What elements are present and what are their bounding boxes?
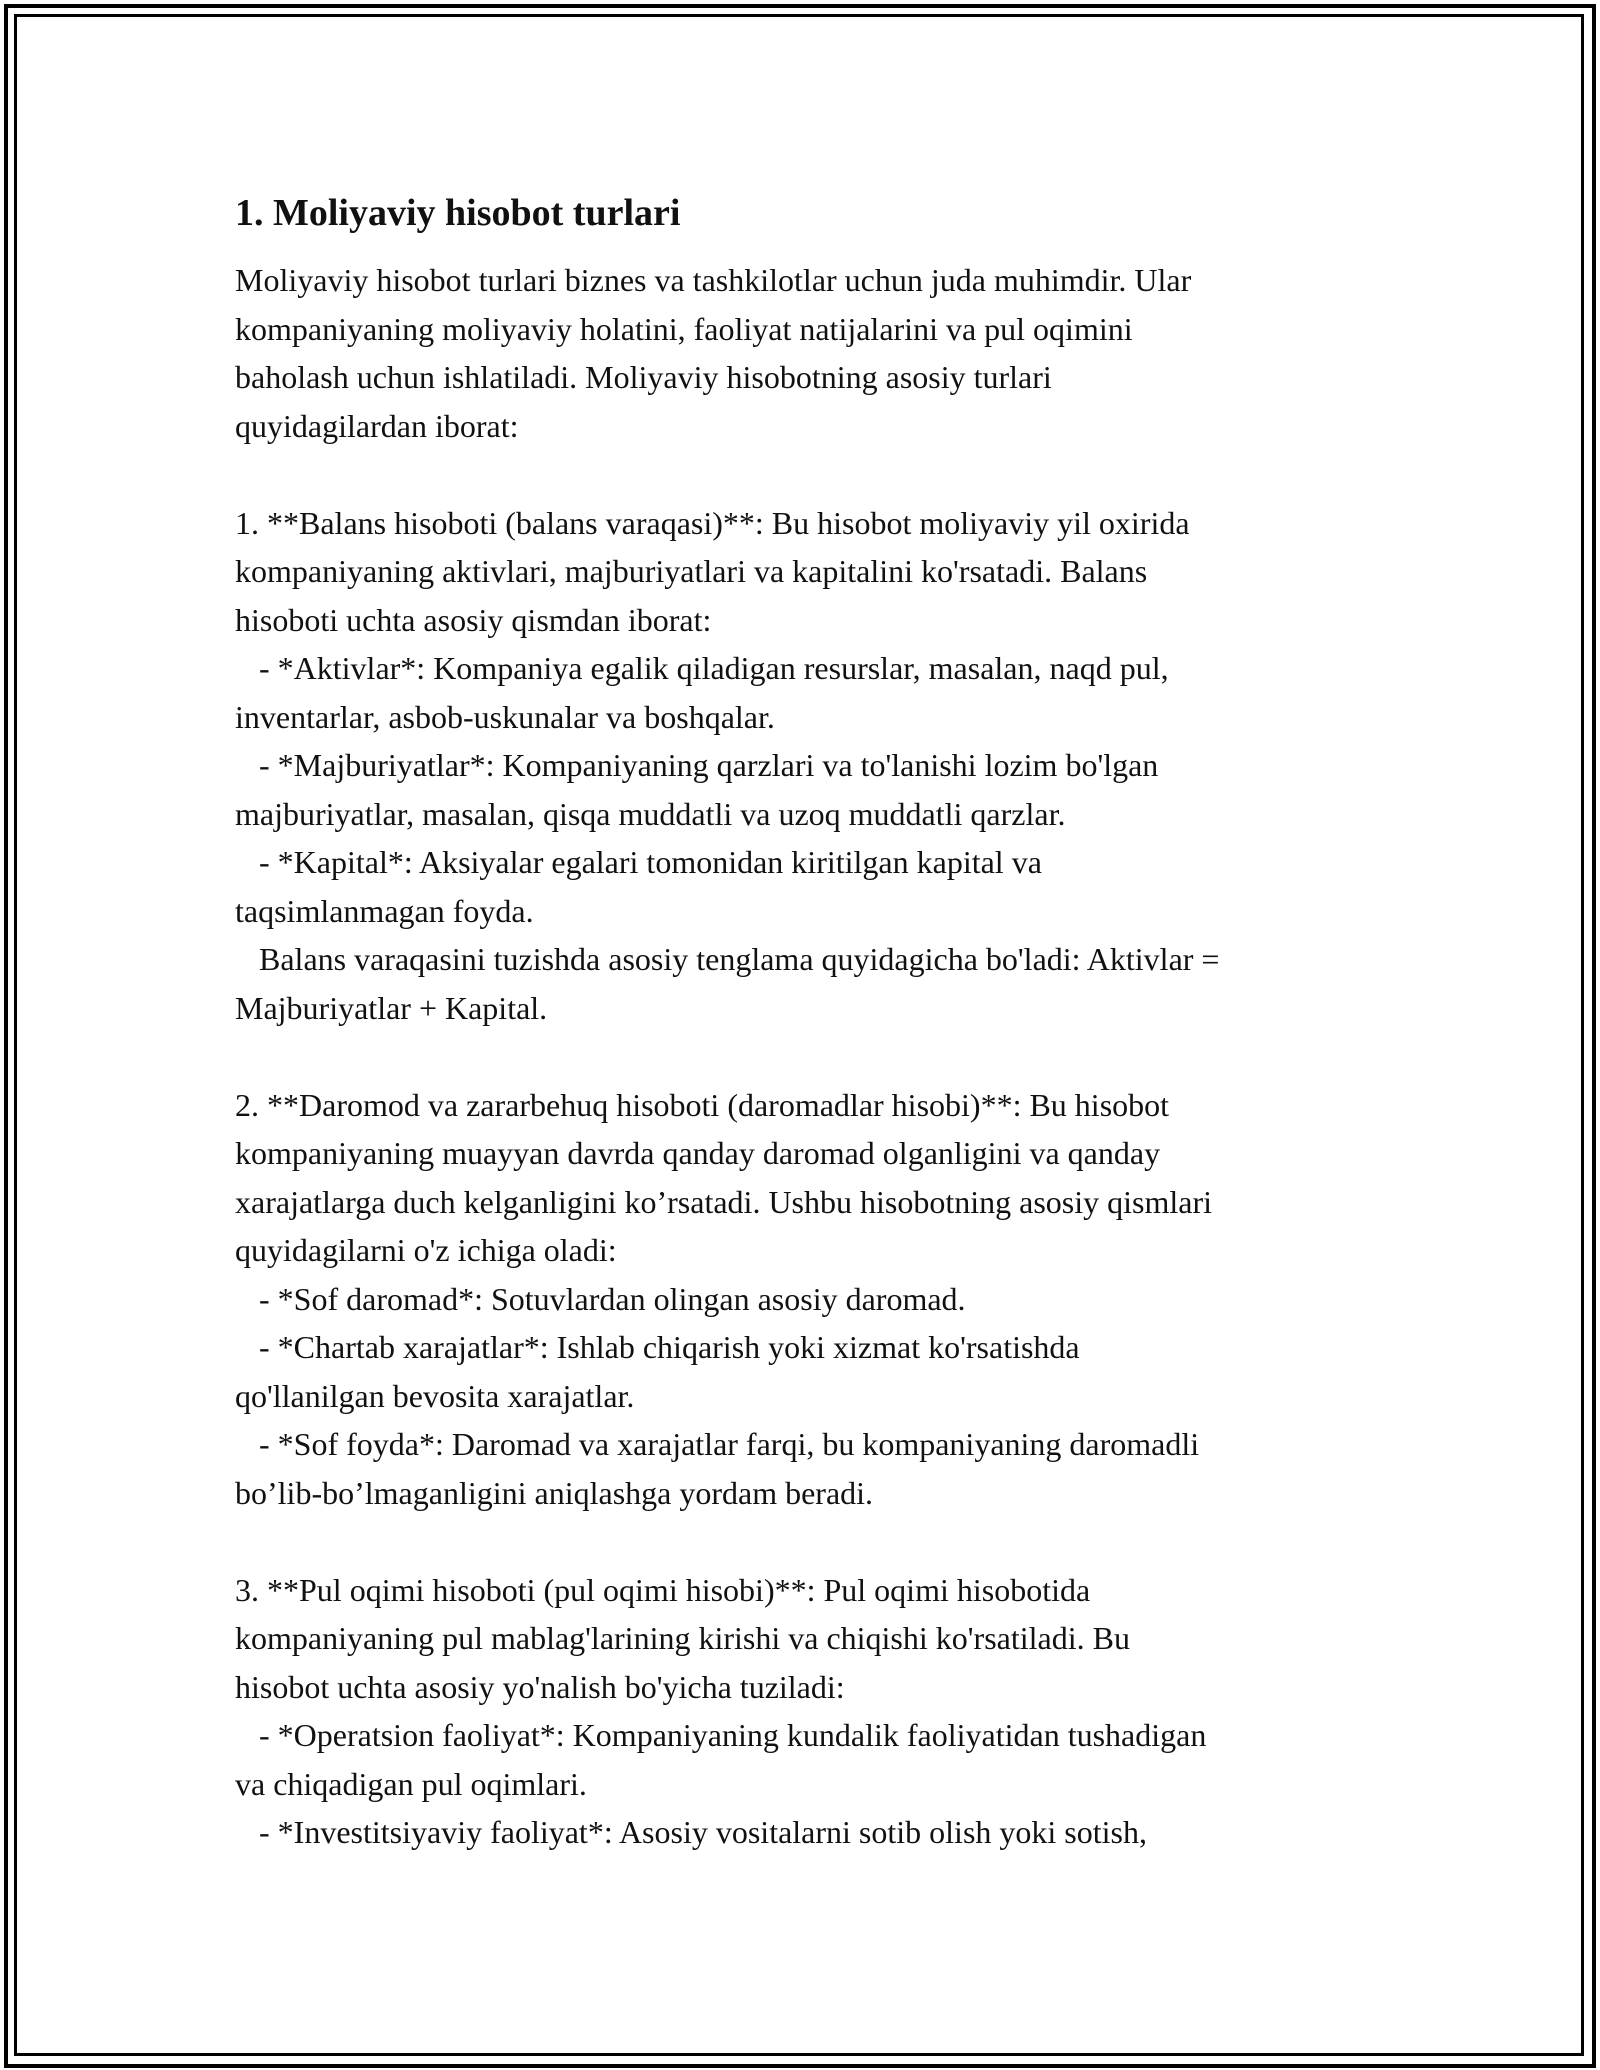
text-line: qo'llanilgan bevosita xarajatlar. bbox=[235, 1377, 635, 1414]
text-line: majburiyatlar, masalan, qisqa muddatli va uzoq muddatli qarzlar. bbox=[235, 795, 1066, 832]
blank-line bbox=[235, 450, 1375, 499]
text-line: quyidagilardan iborat: bbox=[235, 407, 519, 444]
text-line: - *Chartab xarajatlar*: Ishlab chiqarish yoki xizmat ko'rsatishda bbox=[235, 1329, 1080, 1365]
text-line: taqsimlanmagan foyda. bbox=[235, 892, 534, 929]
document-body bbox=[235, 188, 1375, 1857]
text-line: 3. **Pul oqimi hisoboti (pul oqimi hisobi)**: Pul oqimi hisobotida bbox=[235, 1571, 1091, 1608]
text-line: - *Sof foyda*: Daromad va xarajatlar farqi, bu kompaniyaning daromadli bbox=[235, 1426, 1200, 1462]
text-line: Moliyaviy hisobot turlari biznes va tashkilotlar uchun juda muhimdir. Ular bbox=[235, 262, 1192, 298]
blank-line bbox=[235, 1032, 1375, 1081]
text-line: - *Kapital*: Aksiyalar egalari tomonidan kiritilgan kapital va bbox=[235, 844, 1042, 880]
document-title: 1. Moliyaviy hisobot turlari bbox=[235, 192, 681, 234]
text-line: - *Sof daromad*: Sotuvlardan olingan asosiy daromad. bbox=[235, 1280, 966, 1317]
text-line: hisoboti uchta asosiy qismdan iborat: bbox=[235, 601, 712, 638]
text-line: bo’lib-bo’lmaganligini aniqlashga yordam beradi. bbox=[235, 1474, 874, 1511]
text-line: inventarlar, asbob-uskunalar va boshqalar. bbox=[235, 698, 775, 735]
text-line: va chiqadigan pul oqimlari. bbox=[235, 1765, 587, 1802]
text-line: quyidagilarni o'z ichiga oladi: bbox=[235, 1232, 617, 1268]
text-line: kompaniyaning moliyaviy holatini, faoliyat natijalarini va pul oqimini bbox=[235, 310, 1133, 347]
text-line: kompaniyaning muayyan davrda qanday daromad olganligini va qanday bbox=[235, 1135, 1161, 1171]
text-line: 1. **Balans hisoboti (balans varaqasi)**: Bu hisobot moliyaviy yil oxirida bbox=[235, 504, 1190, 541]
text-line: xarajatlarga duch kelganligini ko’rsatadi. Ushbu hisobotning asosiy qismlari bbox=[235, 1183, 1212, 1220]
text-line: baholash uchun ishlatiladi. Moliyaviy hisobotning asosiy turlari bbox=[235, 359, 1052, 395]
document-text bbox=[235, 256, 1375, 1857]
text-line: - *Majburiyatlar*: Kompaniyaning qarzlari va to'lanishi lozim bo'lgan bbox=[235, 747, 1159, 783]
text-line: - *Investitsiyaviy faoliyat*: Asosiy vositalarni sotib olish yoki sotish, bbox=[235, 1814, 1147, 1850]
text-line: - *Operatsion faoliyat*: Kompaniyaning kundalik faoliyatidan tushadigan bbox=[235, 1717, 1207, 1753]
text-line: kompaniyaning aktivlari, majburiyatlari va kapitalini ko'rsatadi. Balans bbox=[235, 553, 1148, 589]
text-line: Majburiyatlar + Kapital. bbox=[235, 989, 548, 1026]
text-line: kompaniyaning pul mablag'larining kirishi va chiqishi ko'rsatiladi. Bu bbox=[235, 1620, 1130, 1656]
text-line: 2. **Daromod va zararbehuq hisoboti (daromadlar hisobi)**: Bu hisobot bbox=[235, 1086, 1170, 1123]
text-line: hisobot uchta asosiy yo'nalish bo'yicha tuziladi: bbox=[235, 1668, 845, 1705]
text-line: Balans varaqasini tuzishda asosiy tenglama quyidagicha bo'ladi: Aktivlar = bbox=[235, 941, 1220, 977]
text-line: - *Aktivlar*: Kompaniya egalik qiladigan resurslar, masalan, naqd pul, bbox=[235, 650, 1169, 686]
blank-line bbox=[235, 1517, 1375, 1566]
